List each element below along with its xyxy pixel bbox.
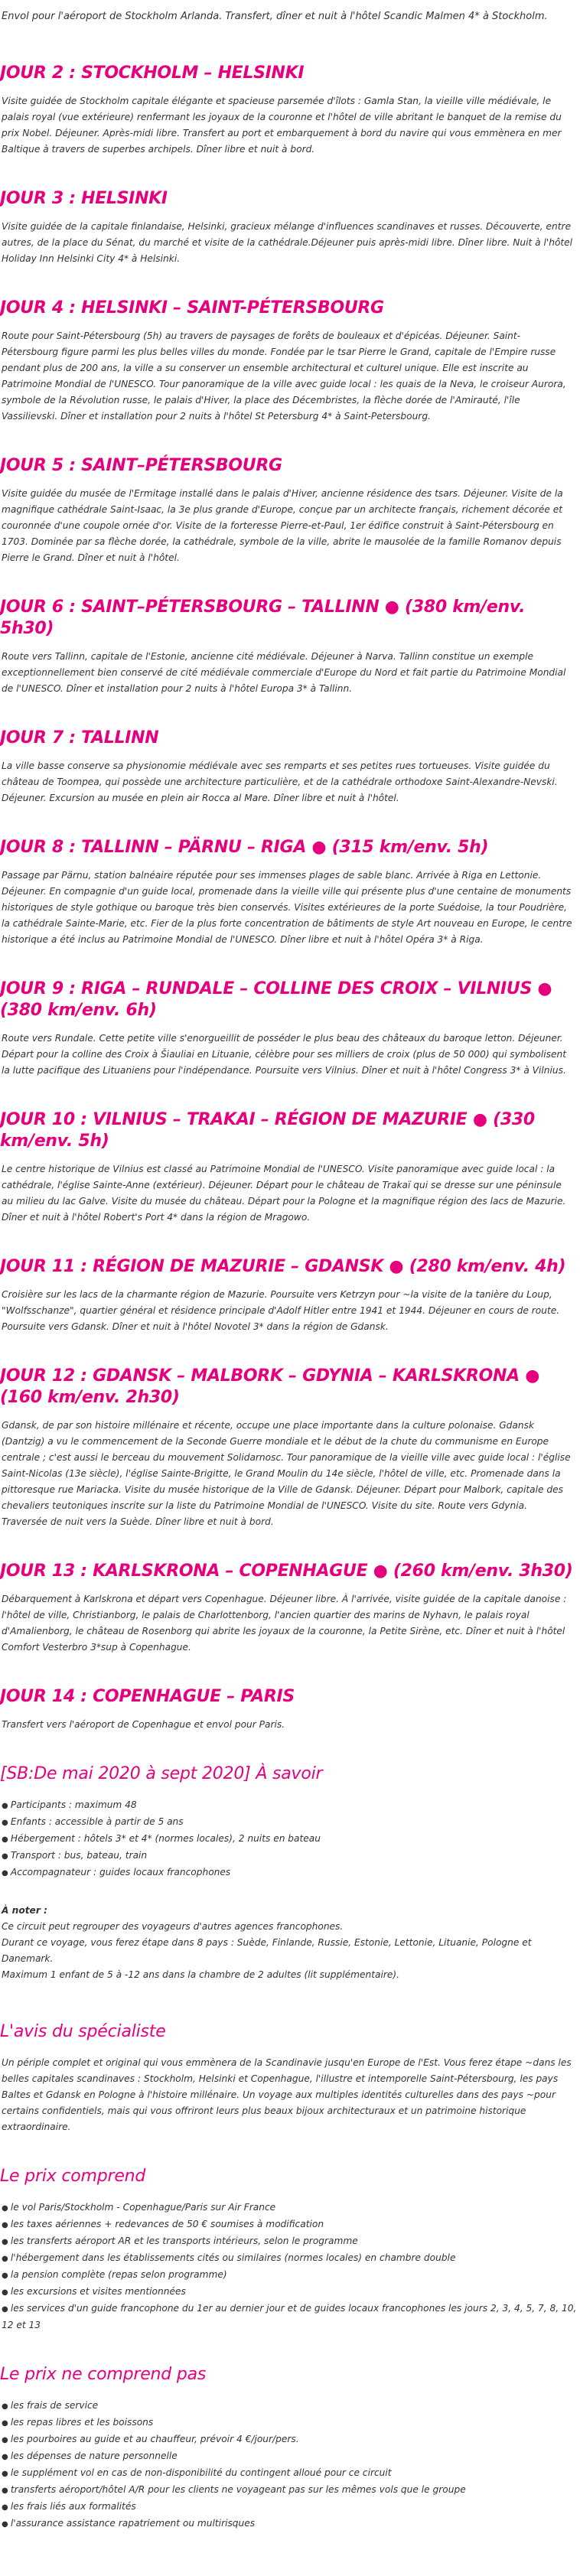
prix-ne-comprend-list (2, 2398, 580, 2532)
avis-title: L'avis du spécialiste (0, 2022, 166, 2041)
day-description: La ville basse conserve sa physionomie médiévale avec ses remparts et ses petites rues tortueuses. Visite guidée du château de Toompea, qui possède une architecture particulière, et de la cathédrale orthodoxe Saint-Alexandre-Nevski. Déjeuner. Excursion au musée en plein air Rocca al Mare. Dîner libre et nuit à l'hôtel. (2, 760, 558, 803)
day-block (0, 455, 580, 566)
day-description: Visite guidée de la capitale finlandaise, Helsinki, gracieux mélange d'influences scandinaves et russes. Découverte, entre autres, de la place du Sénat, du marché et visite de la cathédrale.Déjeuner puis après-midi libre. Dîner libre. Nuit à l'hôtel Holiday Inn Helsinki City 4* à Helsinki. (2, 221, 573, 264)
note-lines (2, 1919, 580, 1983)
day-block (0, 188, 580, 267)
day-block (0, 728, 580, 806)
day-title: JOUR 6 : SAINT–PÉTERSBOURG – TALLINN ● (380 km/env. 5h30) (0, 598, 526, 638)
day-title: JOUR 9 : RIGA – RUNDALE – COLLINE DES CROIX – VILNIUS ● (380 km/env. 6h) (0, 979, 552, 1020)
day-description: Passage par Pärnu, station balnéaire réputée pour ses immenses plages de sable blanc. Arrivée à Riga en Lettonie. Déjeuner. En compagnie d'un guide local, promenade dans la vieille ville qui présente plus d'une centaine de monuments historiques de style gothique ou baroque très bien conservés. Visites extérieures de la porte Suédoise, la tour Poudrière, la cathédrale Sainte-Marie, etc. Fier de la plus forte concentration de bâtiments de style Art nouveau en Europe, le centre historique a été inclus au Patrimoine Mondial de l'UNESCO. Dîner libre et nuit à l'hôtel Opéra 3* à Riga. (2, 870, 572, 945)
prix-ne-comprend-section (0, 2364, 580, 2532)
day-description: Route vers Tallinn, capitale de l'Estonie, ancienne cité médiévale. Déjeuner à Narva. Tallinn constitue un exemple exceptionnellement bien conservé de cité médiévale commerciale d'Europe du Nord et fait partie du Patrimoine Mondial de l'UNESCO. Dîner et installation pour 2 nuits à l'hôtel Europa 3* à Tallinn. (2, 651, 566, 694)
list-item: ● les excursions et visites mentionnées (2, 2284, 580, 2301)
itinerary-days (0, 63, 580, 1733)
day-title: JOUR 7 : TALLINN (0, 728, 159, 747)
day-title: JOUR 13 : KARLSKRONA – COPENHAGUE ● (260 km/env. 3h30) (0, 1562, 573, 1581)
note-line: Ce circuit peut regrouper des voyageurs d'autres agences francophones. (2, 1921, 344, 1932)
day-title: JOUR 10 : VILNIUS – TRAKAI – RÉGION DE MAZURIE ● (330 km/env. 5h) (0, 1110, 535, 1151)
savoir-list (2, 1797, 580, 1881)
list-item: ● les frais de service (2, 2398, 580, 2415)
day-block (0, 837, 580, 948)
list-item: ● Transport : bus, bateau, train (2, 1848, 580, 1864)
prix-ne-comprend-title: Le prix ne comprend pas (0, 2365, 207, 2384)
day-block (0, 63, 580, 158)
avis-text: Un périple complet et original qui vous emmènera de la Scandinavie jusqu'en Europe de l'Est. Vous ferez étape ~dans les belles capitales scandinaves : Stockholm, Helsinki et Copenhague, l'illustre et intemporelle Saint-Pétersbourg, les pays Baltes et Gdansk en Pologne à l'histoire millénaire. Un voyage aux multiples identités culturelles dans des pays ~pour certains confidentiels, mais qui vous offriront leurs plus beaux bijoux architecturaux et un patrimoine historique extraordinaire. (2, 2057, 572, 2132)
list-item: ● les frais liés aux formalités (2, 2499, 580, 2516)
prix-comprend-section (0, 2166, 580, 2333)
list-item: ● les dépenses de nature personnelle (2, 2448, 580, 2465)
list-item: ● l'hébergement dans les établissements cités ou similaires (normes locales) en chambre double (2, 2250, 580, 2267)
day-block (0, 298, 580, 425)
list-item: ● Enfants : accessible à partir de 5 ans (2, 1814, 580, 1831)
list-item: ● l'assurance assistance rapatriement ou multirisques (2, 2516, 580, 2532)
list-item: ● transferts aéroport/hôtel A/R pour les clients ne voyageant pas sur les mêmes vols que le groupe (2, 2482, 580, 2499)
list-item: ● les repas libres et les boissons (2, 2415, 580, 2431)
list-item: ● les pourboires au guide et au chauffeur, prévoir 4 €/jour/pers. (2, 2431, 580, 2448)
day-title: JOUR 12 : GDANSK – MALBORK – GDYNIA – KARLSKRONA ● (160 km/env. 2h30) (0, 1366, 540, 1407)
day-description: Le centre historique de Vilnius est classé au Patrimoine Mondial de l'UNESCO. Visite panoramique avec guide local : la cathédrale, l'église Sainte-Anne (extérieur). Déjeuner. Départ pour le château de Trakaï qui se dresse sur une péninsule au milieu du lac Galve. Visite du musée du château. Départ pour la Pologne et la magnifique région des lacs de Mazurie. Dîner et nuit à l'hôtel Robert's Port 4* dans la région de Mragowo. (2, 1164, 566, 1223)
day-block (0, 1256, 580, 1335)
savoir-section (0, 1763, 580, 1983)
day-title: JOUR 8 : TALLINN – PÄRNU – RIGA ● (315 km/env. 5h) (0, 838, 489, 857)
day-description: Visite guidée de Stockholm capitale élégante et spacieuse parsemée d'îlots : Gamla Stan, la vieille ville médiévale, le palais royal (vue extérieure) renfermant les joyaux de la couronne et l'hôtel de ville abritant le banquet de la remise du prix Nobel. Déjeuner. Après-midi libre. Transfert au port et embarquement à bord du navire qui vous emmènera en mer Baltique à travers de superbes archipels. Dîner libre et nuit à bord. (2, 96, 562, 155)
day-title: JOUR 11 : RÉGION DE MAZURIE – GDANSK ● (280 km/env. 4h) (0, 1257, 566, 1276)
note-line: Maximum 1 enfant de 5 à -12 ans dans la chambre de 2 adultes (lit supplémentaire). (2, 1969, 399, 1980)
day-description: Route pour Saint-Pétersbourg (5h) au travers de paysages de forêts de bouleaux et d'épicéas. Déjeuner. Saint-Pétersbourg figure parmi les plus belles villes du monde. Fondée par le tsar Pierre le Grand, capitale de l'Empire russe pendant plus de 200 ans, la ville a su conserver un ensemble architectural et culturel unique. Elle est inscrite au Patrimoine Mondial de l'UNESCO. Tour panoramique de la ville avec guide local : les quais de la Neva, le croiseur Aurora, symbole de la Révolution russe, le palais d'Hiver, la place des Décembristes, la flèche dorée de l'Amirauté, l'île Vassilievski. Dîner et installation pour 2 nuits à l'hôtel St Petersburg 4* à Saint-Petersbourg. (2, 331, 566, 422)
day-description: Visite guidée du musée de l'Ermitage installé dans le palais d'Hiver, ancienne résidence des tsars. Déjeuner. Visite de la magnifique cathédrale Saint-Isaac, la 3e plus grande d'Europe, conçue par un architecte français, richement décorée et couronnée d'une coupole ornée d'or. Visite de la forteresse Pierre-et-Paul, 1er édifice construit à Saint-Pétersbourg en 1703. Dominée par sa flèche dorée, la cathédrale, symbole de la ville, abrite le mausolée de la famille Romanov depuis Pierre le Grand. Dîner et nuit à l'hôtel. (2, 488, 563, 563)
list-item: ● Accompagnateur : guides locaux francophones (2, 1864, 580, 1881)
list-item: ● la pension complète (repas selon programme) (2, 2267, 580, 2284)
day-description: Gdansk, de par son histoire millénaire et récente, occupe une place importante dans la culture polonaise. Gdansk (Dantzig) a vu le commencement de la Seconde Guerre mondiale et le début de la chute du communisme en Europe centrale ; c'est aussi le berceau du mouvement Solidarnosc. Tour panoramique de la vieille ville avec guide local : l'église Saint-Nicolas (13e siècle), l'église Sainte-Brigitte, le Grand Moulin du 14e siècle, l'hôtel de ville, etc. Promenade dans la pittoresque rue Mariacka. Visite du musée historique de la Ville de Gdansk. Déjeuner. Départ pour Malbork, capitale des chevaliers teutoniques inscrite sur la liste du Patrimoine Mondial de l'UNESCO. Visite du site. Route vers Gdynia. Traversée de nuit vers la Suède. Dîner libre et nuit à bord. (2, 1420, 571, 1527)
day-title: JOUR 5 : SAINT–PÉTERSBOURG (0, 456, 282, 475)
day-description: Transfert vers l'aéroport de Copenhague et envol pour Paris. (2, 1719, 285, 1730)
day-title: JOUR 14 : COPENHAGUE – PARIS (0, 1687, 295, 1706)
list-item: ● le vol Paris/Stockholm - Copenhague/Paris sur Air France (2, 2200, 580, 2216)
day-block (0, 1686, 580, 1733)
savoir-title: [SB:De mai 2020 à sept 2020] À savoir (0, 1764, 323, 1783)
day-block (0, 979, 580, 1079)
prix-comprend-list (2, 2200, 580, 2333)
day-description: Débarquement à Karlskrona et départ vers Copenhague. Déjeuner libre. À l'arrivée, visite guidée de la capitale danoise : l'hôtel de ville, Christianborg, le palais de Charlottenborg, l'ancien quartier des marins de Nyhavn, le palais royal d'Amalienborg, le château de Rosenborg qui abrite les joyaux de la couronne, la Petite Sirène, etc. Dîner et nuit à l'hôtel Comfort Vesterbro 3*sup à Copenhague. (2, 1594, 567, 1653)
prix-comprend-title: Le prix comprend (0, 2167, 146, 2186)
day-title: JOUR 4 : HELSINKI – SAINT-PÉTERSBOURG (0, 298, 384, 318)
day-description: Route vers Rundale. Cette petite ville s'enorgueillit de posséder le plus beau des châteaux du baroque letton. Déjeuner. Départ pour la colline des Croix à Šiauliai en Lituanie, célèbre pour ses milliers de croix (plus de 50 000) qui symbolisent la lutte pacifique des Lituaniens pour l'indépendance. Poursuite vers Vilnius. Dîner et nuit à l'hôtel Congress 3* à Vilnius. (2, 1033, 567, 1076)
list-item: ● les transferts aéroport AR et les transports intérieurs, selon le programme (2, 2233, 580, 2250)
day-title: JOUR 2 : STOCKHOLM – HELSINKI (0, 64, 305, 83)
list-item: ● Hébergement : hôtels 3* et 4* (normes locales), 2 nuits en bateau (2, 1831, 580, 1848)
list-item: ● les taxes aériennes + redevances de 50 € soumises à modification (2, 2216, 580, 2233)
day-block (0, 1109, 580, 1226)
day-block (0, 1561, 580, 1656)
list-item: ● Participants : maximum 48 (2, 1797, 580, 1814)
day-block (0, 597, 580, 697)
intro-text: Envol pour l'aéroport de Stockholm Arlanda. Transfert, dîner et nuit à l'hôtel Scandic Malmen 4* à Stockholm. (2, 11, 548, 22)
note-label: À noter : (2, 1905, 47, 1916)
note-line: Durant ce voyage, vous ferez étape dans 8 pays : Suède, Finlande, Russie, Estonie, Lettonie, Lituanie, Pologne et Danemark. (2, 1937, 532, 1964)
day-title: JOUR 3 : HELSINKI (0, 189, 168, 208)
avis-section (0, 2021, 580, 2135)
list-item: ● le supplément vol en cas de non-disponibilité du contingent alloué pour ce circuit (2, 2465, 580, 2482)
day-description: Croisière sur les lacs de la charmante région de Mazurie. Poursuite vers Ketrzyn pour ~la visite de la tanière du Loup, "Wolfsschanze", quartier général et résidence principale d'Adolf Hitler entre 1941 et 1944. Déjeuner en cours de route. Poursuite vers Gdansk. Dîner et nuit à l'hôtel Novotel 3* dans la région de Gdansk. (2, 1289, 560, 1332)
day-block (0, 1366, 580, 1530)
list-item: ● les services d'un guide francophone du 1er au dernier jour et de guides locaux francophones les jours 2, 3, 4, 5, 7, 8, 10, 12 et 13 (2, 2301, 580, 2333)
